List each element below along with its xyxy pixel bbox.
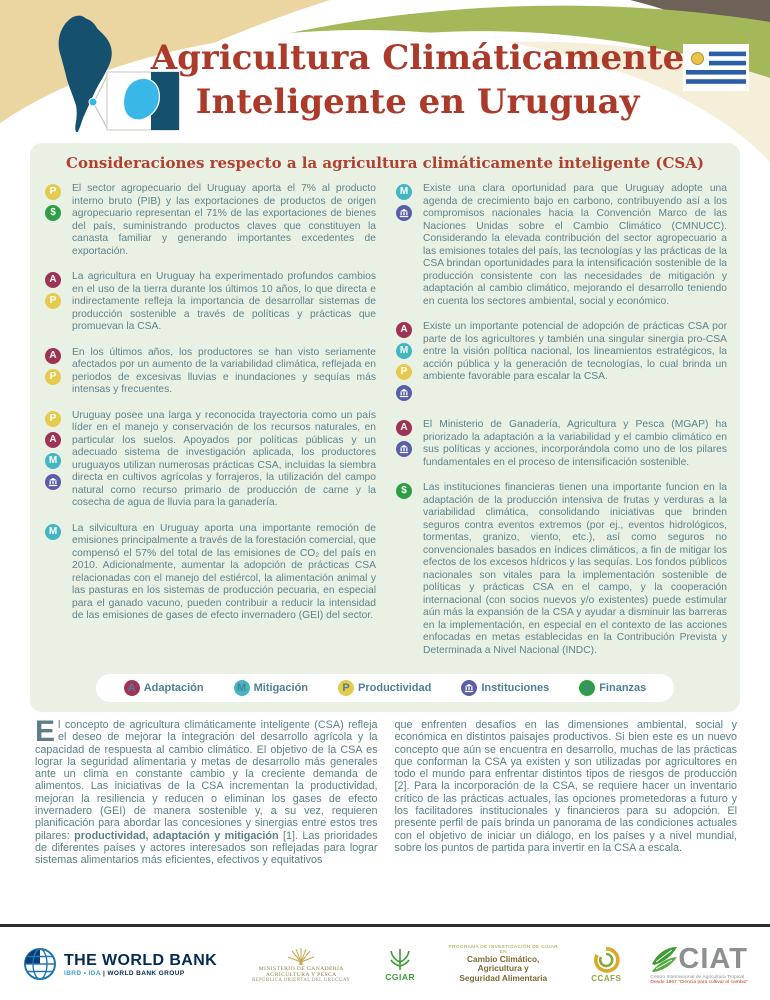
world-bank-name: THE WORLD BANK xyxy=(64,951,218,969)
mitigation-icon: M xyxy=(45,524,61,540)
bullet-icon-stack xyxy=(45,347,72,397)
csa-bullet xyxy=(45,523,376,623)
productivity-icon: P xyxy=(45,369,61,385)
ccafs-logo xyxy=(591,946,621,983)
program-kicker: PROGRAMA DE INVESTIGACIÓN DE CGIAR EN xyxy=(448,944,558,955)
intro-body-text xyxy=(35,715,737,867)
finance-icon: $ xyxy=(396,483,412,499)
bullet-icon-stack xyxy=(45,410,72,510)
institutions-icon xyxy=(45,474,61,490)
csa-bullet xyxy=(396,183,727,308)
mitigation-icon: M xyxy=(396,184,412,200)
bullet-icon-stack xyxy=(396,321,423,406)
world-bank-globe-icon xyxy=(22,946,58,982)
bullet-icon-stack xyxy=(396,482,423,657)
body-right-column xyxy=(395,719,738,867)
considerations-panel xyxy=(30,143,740,712)
productivity-icon: P xyxy=(396,364,412,380)
considerations-heading: Consideraciones respecto a la agricultura climáticamente inteligente (CSA) xyxy=(66,154,704,172)
finance-icon: $ xyxy=(579,680,595,696)
body-left-text-after: [1]. Las prioridades de diferentes países y actores interesados son reflejadas para lograr sistemas alimentarios más eficientes, efectivos y equitativos xyxy=(35,829,378,867)
page-title xyxy=(135,36,700,124)
cgiar-logo xyxy=(385,946,415,982)
title-line-1: Agricultura Climáticamente xyxy=(150,38,685,78)
csa-bullet xyxy=(45,271,376,334)
cgiar-plant-icon xyxy=(387,946,413,972)
ministerio-line-2: AGRICULTURA Y PESCA xyxy=(265,971,337,978)
adaptation-icon: A xyxy=(124,680,140,696)
legend-label: Instituciones xyxy=(481,682,550,694)
ciat-leaf-icon xyxy=(650,944,678,974)
legend-label: Finanzas xyxy=(599,682,647,694)
body-right-paragraph: que enfrenten desafíos en las dimensiones ambiental, social y económica en distintos paisajes productivos. Si bien este es un nuevo concepto que aún se encuentra en desarrollo, muchas de las prácticas que conforman la CSA ya existen y son utilizadas por agricultores en todo el mundo para enfrentar distintos tipos de riesgos de producción [2]. Para la incorporación de la CSA, se requiere hacer un inventario crítico de las prácticas actuales, las opciones prometedoras a futuro y los facilitadores institucionales y financieros para su adopción. El presente perfil de país brinda un panorama de las condiciones actuales con el objetivo de iniciar un diálogo, en los países y a nivel mundial, sobre los puntos de partida para invertir en la CSA a escala. xyxy=(394,719,737,854)
legend-item xyxy=(124,680,204,696)
legend-label: Productividad xyxy=(358,682,432,694)
mitigation-icon: M xyxy=(45,453,61,469)
title-line-2: Inteligente en Uruguay xyxy=(195,82,640,122)
adaptation-icon: A xyxy=(45,272,61,288)
ministerio-ganaderia-logo xyxy=(246,946,356,983)
body-left-text: l concepto de agricultura climáticamente inteligente (CSA) refleja el deseo de mejorar la integración del desarrollo agrícola y la capacidad de respuesta al cambio climático. El objetivo de la CSA es lograr la seguridad alimentaria y metas de desarrollo más generales ante un clima en constante cambio y la creciente demanda de alimentos. Las iniciativas de la CSA incrementan la productividad, mejoran la resiliencia y reducen o eliminan los gases de efecto invernadero (GEI) de manera sostenible y, a su vez, requieren planificación para abordar las concesiones y sinergias entre estos tres pilares: xyxy=(35,719,378,842)
productivity-icon: P xyxy=(45,184,61,200)
south-america-silhouette xyxy=(59,16,112,133)
considerations-right-column xyxy=(396,183,727,666)
partner-logos-footer xyxy=(22,933,748,995)
bullet-text: El sector agropecuario del Uruguay aporta el 7% al producto interno bruto (PIB) y las exportaciones de productos de origen agropecuario representan el 71% de las exportaciones de bienes del país, suministrando productos claves que constituyen la canasta familiar y generando importantes excedentes de exportación. xyxy=(72,183,376,257)
legend-label: Adaptación xyxy=(143,682,204,694)
ministerio-line-3: REPÚBLICA ORIENTAL DEL URUGUAY xyxy=(252,977,351,983)
bullet-text: Uruguay posee una larga y reconocida trayectoria como un país líder en el manejo y conservación de los recursos naturales, en particular los suelos. Apoyados por políticas públicas y un adecuado sistema de investigación aplicada, los productores uruguayos utilizan numerosas prácticas CSA, incluidas la siembra directa en cultivos agrícolas y forrajeros, la utilización del campo natural como recurso primario de producción de carne y la cosecha de agua de lluvia para la ganadería. xyxy=(72,409,376,508)
bullet-icon-stack xyxy=(45,523,72,623)
ciat-subtitle: Centro Internacional de Agricultura Tropical xyxy=(650,974,745,980)
adaptation-icon: A xyxy=(396,420,412,436)
csa-bullet xyxy=(396,482,727,657)
legend-item xyxy=(461,680,549,696)
csa-bullet xyxy=(45,183,376,258)
legend-item xyxy=(338,680,431,696)
uruguay-location-marker xyxy=(89,98,97,106)
mitigation-icon: M xyxy=(396,343,412,359)
bullet-text: La agricultura en Uruguay ha experimentado profundos cambios en el uso de la tierra durante los últimos 10 años, lo que directa e indirectamente refleja la importancia de desarrollar sistemas de producción sostenible a través de políticas y prácticas que promuevan la CSA. xyxy=(72,271,376,332)
ccafs-wordmark: CCAFS xyxy=(591,973,622,983)
institutions-icon xyxy=(396,205,412,221)
ciat-tagline: Desde 1967 “Ciencia para cultivar el cambio” xyxy=(650,979,748,985)
world-bank-wordmark xyxy=(64,952,217,977)
program-line-3: Seguridad Alimentaria xyxy=(459,972,548,983)
world-bank-group-name: WORLD BANK GROUP xyxy=(107,969,185,977)
csa-bullet xyxy=(45,410,376,510)
considerations-left-column xyxy=(45,183,376,666)
ministerio-line-1: MINISTERIO DE GANADERÍA xyxy=(258,965,344,972)
bullet-icon-stack xyxy=(45,271,72,334)
body-left-paragraph xyxy=(35,715,378,867)
csa-bullet xyxy=(45,347,376,397)
world-bank-subtitle xyxy=(64,970,217,977)
bullet-icon-stack xyxy=(396,183,423,308)
cgiar-wordmark: CGIAR xyxy=(385,972,416,982)
footer-divider xyxy=(0,924,770,927)
bullet-text: La silvicultura en Uruguay aporta una importante remoción de emisiones principalmente a través de la forestación comercial, que compensó el 57% del total de las emisiones de CO₂ del país en 2010. Adicionalmente, aumentar la adopción de prácticas CSA relacionadas con el manejo del estiércol, la alimentación animal y las pasturas en los sistemas de producción pecuaria, en especial para el ganado vacuno, pueden contribuir a reducir la intensidad de las emisiones de gases de efecto invernadero (GEI) del sector. xyxy=(72,522,376,621)
ibrd-ida-label: IBRD • IDA xyxy=(64,969,101,977)
bullet-text: El Ministerio de Ganadería, Agricultura y Pesca (MGAP) ha priorizado la adaptación a la variabilidad y el cambio climático en sus políticas y acciones, incorporándola como uno de los pilares fundamentales en el proceso de intensificación sostenible. xyxy=(423,419,727,468)
bullet-text: Las instituciones financieras tienen una importante funcion en la adaptación de la producción intensiva de frutas y verduras a la variabilidad climática, consolidando iniciativas que brinden seguros contra eventos extremos (por ej., eventos hidrológicos, tormentas, granizo, viento, etc.), así como seguros no convencionales basados en índices climáticos, a fin de mitigar los efectos de los excesos hídricos y las sequías. Los fondos públicos nacionales son vitales para la implementación sostenible de políticas y prácticas CSA en el campo, y la cooperación internacional (con socios nuevos y/o existentes) puede estimular aún más la expansión de la CSA y ayudar a disminuir las barreras en la implementación, en especial en el contexto de las acciones enfocadas en metas establecidas en la Contribución Prevista y Determinada a Nivel Nacional (INDC). xyxy=(423,482,727,656)
adaptation-icon: A xyxy=(396,322,412,338)
institutions-icon xyxy=(396,385,412,401)
dropcap-letter: E xyxy=(35,715,56,748)
bullet-icon-stack xyxy=(45,183,72,258)
body-left-bold-text: productividad, adaptación y mitigación xyxy=(74,829,279,842)
adaptation-icon: A xyxy=(45,348,61,364)
adaptation-icon: A xyxy=(45,432,61,448)
bullet-text: En los últimos años, los productores se han visto seriamente afectados por un aumento de la variabilidad climática, reflejada en periodos de excesivas lluvias e inundaciones y sequías más intensas y frecuentes. xyxy=(72,346,376,395)
bullet-text: Existe una clara oportunidad para que Uruguay adopte una agenda de crecimiento bajo en carbono, contribuyendo así a los compromisos nacionales hacia la Convención Marco de las Naciones Unidas sobre el Cambio Climático (CMNUCC). Considerando la elevada contribución del sector agropecuario a las emisiones totales del país, las tecnologías y las prácticas de la CSA brindan oportunidades para la intensificación sostenible de la producción consistente con las necesidades de mitigación y adaptación al cambio climático, mejorando el desarrollo teniendo en cuenta los sectores ambiental, social y económico. xyxy=(423,183,727,307)
institutions-icon xyxy=(461,680,477,696)
csa-bullet xyxy=(396,321,727,406)
productivity-icon: P xyxy=(45,411,61,427)
pillar-legend xyxy=(96,674,675,702)
ccafs-program-text xyxy=(444,945,562,984)
mitigation-icon: M xyxy=(234,680,250,696)
legend-label: Mitigación xyxy=(253,682,309,694)
csa-bullet xyxy=(396,419,727,469)
program-line-2: Agricultura y xyxy=(477,963,529,974)
considerations-columns xyxy=(45,183,727,666)
ciat-wordmark: CIAT xyxy=(678,942,748,975)
legend-item xyxy=(579,680,646,696)
inset-leader-line xyxy=(94,104,108,130)
program-line-1: Cambio Climático, xyxy=(467,953,540,964)
bullet-icon-stack xyxy=(396,419,423,469)
institutions-icon xyxy=(396,441,412,457)
ministerio-tree-icon xyxy=(286,946,316,966)
ccafs-ring-icon xyxy=(592,946,620,974)
ciat-top-row xyxy=(650,944,748,974)
body-left-column xyxy=(35,715,378,867)
finance-icon: $ xyxy=(45,205,61,221)
world-bank-logo xyxy=(22,946,217,982)
legend-item xyxy=(234,680,308,696)
world-bank-group-label: | xyxy=(102,969,108,977)
bullet-text: Existe un importante potencial de adopción de prácticas CSA por parte de los agricultores y también una singular sinergia pro-CSA entre la visión política nacional, los lineamientos estratégicos, la acción pública y la generación de tecnologías, lo cual brinda un ambiente favorable para escalar la CSA. xyxy=(423,321,727,382)
legend-wrap xyxy=(30,674,740,702)
ciat-logo xyxy=(650,944,748,985)
productivity-icon: P xyxy=(338,680,354,696)
productivity-icon: P xyxy=(45,293,61,309)
